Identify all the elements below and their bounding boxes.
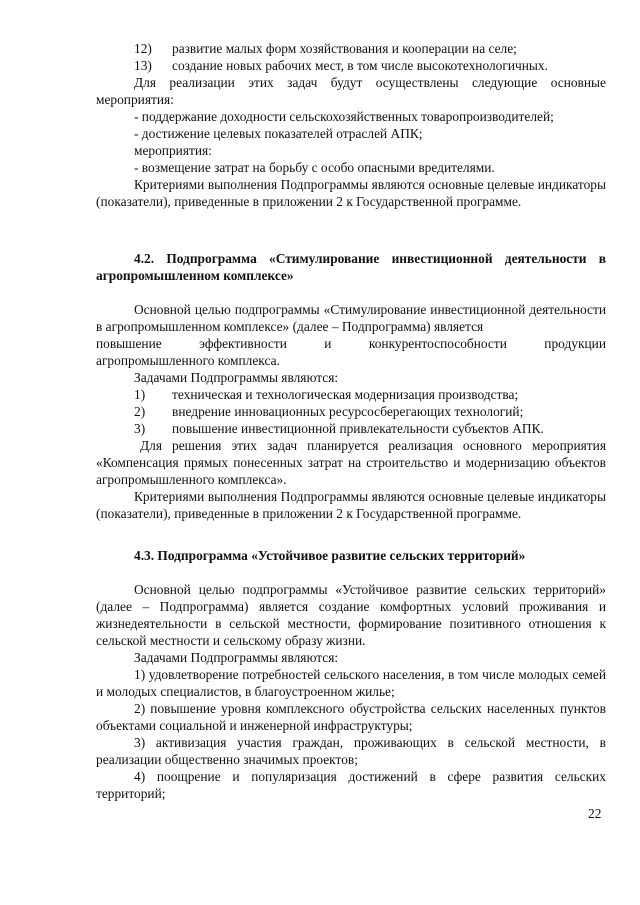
list-item-text: развитие малых форм хозяйствования и кооперации на селе;	[172, 41, 517, 56]
paragraph-realization: Для реализации этих задач будут осуществлены следующие основные мероприятия:	[96, 75, 606, 107]
section-41-tail	[96, 74, 606, 210]
list-item-text: внедрение инновационных ресурсосберегающих технологий;	[172, 404, 524, 419]
list-item	[96, 57, 606, 74]
bullet-item: - возмещение затрат на борьбу с особо опасными вредителями.	[134, 160, 495, 175]
list-item-text: повышение инвестиционной привлекательности субъектов АПК.	[172, 421, 544, 436]
list-item-number: 1)	[134, 387, 146, 402]
list-top	[96, 40, 606, 74]
paragraph-tasks-42: Задачами Подпрограммы являются:	[134, 370, 339, 385]
paragraph-goal-42: Основной целью подпрограммы «Стимулирование инвестиционной деятельности в агропромышленном комплексе» (далее – Подпрограмма) является	[96, 302, 606, 334]
heading-42-block	[96, 250, 606, 284]
section-42	[96, 301, 606, 522]
bullet-item: - достижение целевых показателей отраслей АПК;	[134, 126, 423, 141]
paragraph-criteria-1: Критериями выполнения Подпрограммы являются основные целевые индикаторы (показатели), приведенные в приложении 2 к Государственной программе.	[96, 177, 606, 209]
paragraph-measures: мероприятия:	[134, 143, 212, 158]
list-item	[96, 420, 606, 437]
paragraph-solution-42: Для решения этих задач планируется реализация основного мероприятия «Компенсация прямых понесенных затрат на строительство и модернизацию объектов агропромышленного комплекса».	[96, 438, 606, 487]
list-item: 1) удовлетворение потребностей сельского населения, в том числе молодых семей и молодых специалистов, в благоустроенном жилье;	[96, 667, 606, 699]
paragraph-criteria-2: Критериями выполнения Подпрограммы являются основные целевые индикаторы (показатели), приведенные в приложении 2 к Государственной программе.	[96, 489, 606, 521]
paragraph-goal-42-end: агропромышленного комплекса.	[96, 353, 280, 368]
list-item-text: техническая и технологическая модернизация производства;	[172, 387, 519, 402]
list-item-text: создание новых рабочих мест, в том числе высокотехнологичных.	[172, 58, 548, 73]
list-item-number: 2)	[134, 404, 146, 419]
list-item: 2) повышение уровня комплексного обустройства сельских населенных пунктов объектами социальной и инженерной инфраструктуры;	[96, 701, 606, 733]
section-heading-42: 4.2. Подпрограмма «Стимулирование инвестиционной деятельности в агропромышленном комплексе»	[96, 251, 606, 283]
list-item-number: 12)	[134, 41, 152, 56]
paragraph-tasks-43: Задачами Подпрограммы являются:	[134, 650, 339, 665]
section-heading-43: 4.3. Подпрограмма «Устойчивое развитие сельских территорий»	[134, 548, 526, 563]
list-item-number: 3)	[134, 421, 146, 436]
list-item: 3) активизация участия граждан, проживающих в сельской местности, в реализации общественно значимых проектов;	[96, 735, 606, 767]
list-item-number: 13)	[134, 58, 152, 73]
section-43	[96, 581, 606, 802]
list-item	[96, 403, 606, 420]
list-item: 4) поощрение и популяризация достижений в сфере развития сельских территорий;	[96, 769, 606, 801]
paragraph-goal-43: Основной целью подпрограммы «Устойчивое развитие сельских территорий» (далее – Подпрограмма) является создание комфортных условий проживания и жизнедеятельности в сельской местности, формирование позитивного отношения к сельской местности и сельскому образу жизни.	[96, 582, 606, 648]
bullet-item: - поддержание доходности сельскохозяйственных товаропроизводителей;	[134, 109, 554, 124]
page-number: 22	[588, 806, 602, 821]
heading-43-block	[96, 547, 606, 564]
list-item	[96, 386, 606, 403]
list-item	[96, 40, 606, 57]
paragraph-goal-42-line: повышение эффективности и конкурентоспособности продукции	[96, 336, 606, 351]
